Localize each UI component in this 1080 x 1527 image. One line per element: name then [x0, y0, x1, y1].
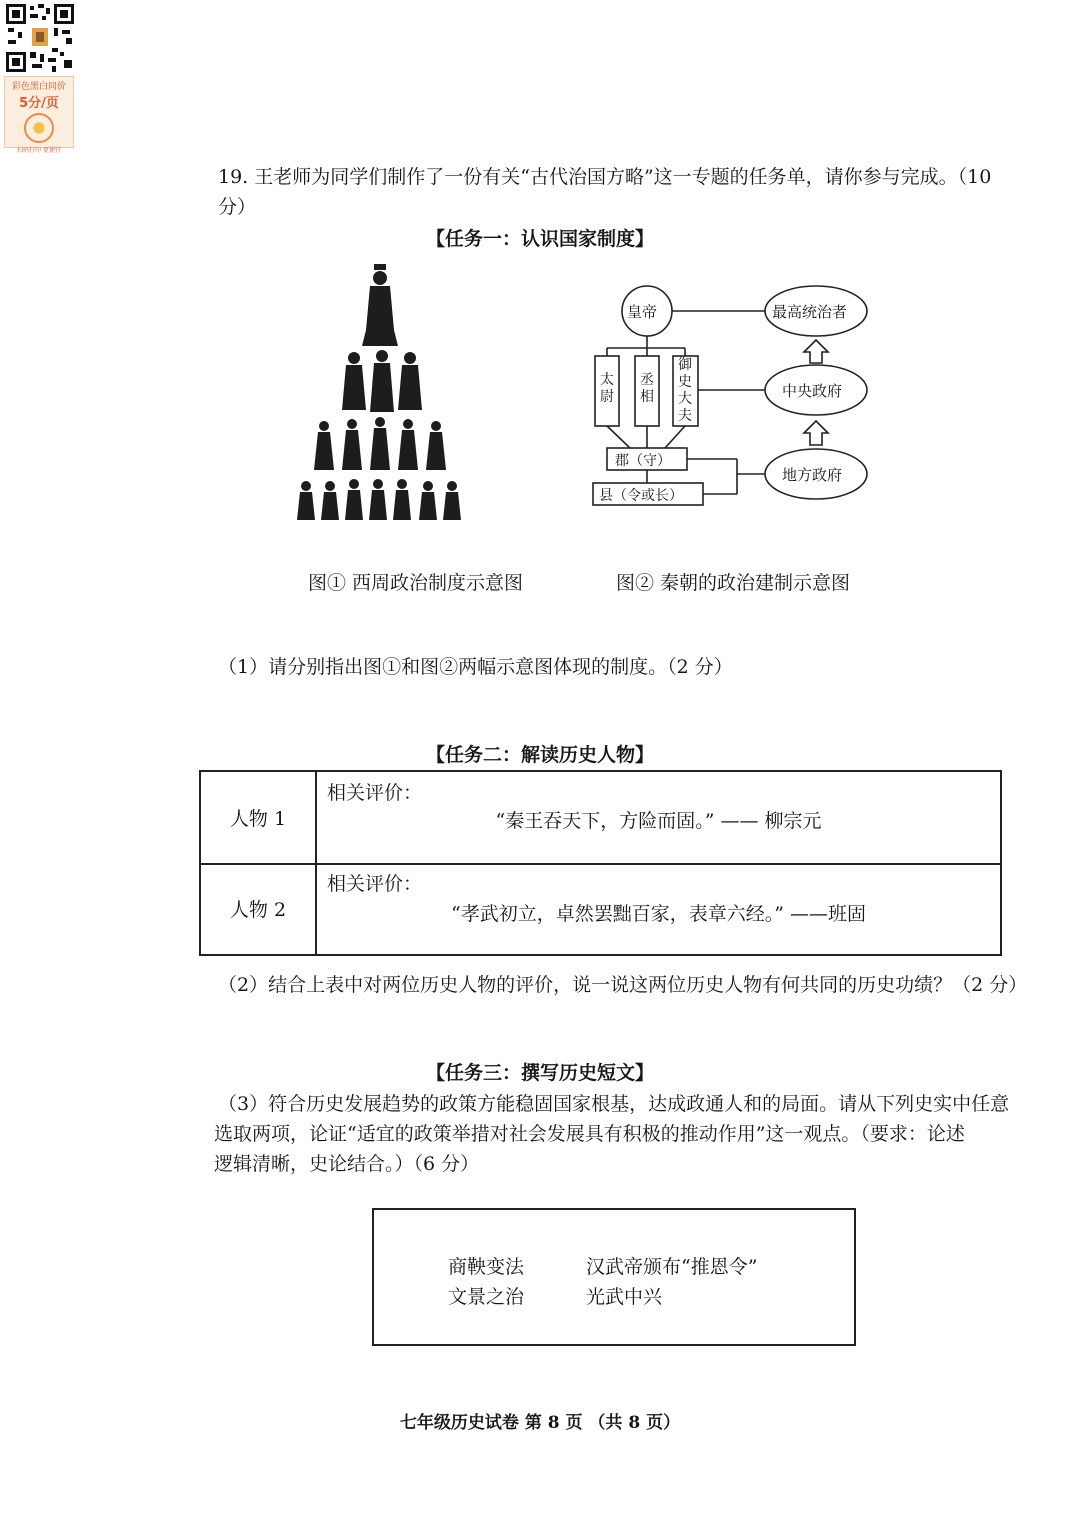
print-promo-badge — [4, 76, 74, 154]
task1-title: 【任务一：认识国家制度】 — [425, 228, 654, 250]
evaluation-label: 相关评价： — [327, 873, 423, 895]
table-row — [201, 863, 1000, 954]
yushi-dafu-node: 御史大夫 — [678, 357, 692, 424]
historical-facts-box — [372, 1208, 856, 1346]
figure1-caption: 图① 西周政治制度示意图 — [308, 572, 524, 594]
evaluation-cell — [317, 863, 1000, 954]
emperor-node: 皇帝 — [627, 303, 658, 321]
figure2-qin-diagram — [585, 280, 875, 510]
sub-question-3-line1: （3）符合历史发展趋势的政策方能稳固国家根基，达成政通人和的局面。请从下列史实中任意 — [218, 1093, 1010, 1115]
option-item: 商鞅变法 — [448, 1256, 525, 1278]
evaluation-table — [199, 770, 1002, 956]
chengxiang-node: 丞相 — [640, 372, 654, 405]
figure2-caption: 图② 秦朝的政治建制示意图 — [616, 572, 851, 594]
sub-question-2: （2）结合上表中对两位历史人物的评价，说一说这两位历史人物有何共同的历史功绩？（2 分） — [218, 974, 1028, 996]
option-item: 汉武帝颁布“推恩令” — [586, 1256, 758, 1278]
promo-bottom-text: 扫码打印 更便宜 — [17, 147, 61, 154]
promo-top-text: 彩色黑白同价 — [11, 82, 66, 92]
option-item: 光武中兴 — [586, 1286, 663, 1308]
sub-question-3-line2: 选取两项，论证“适宜的政策举措对社会发展具有积极的推动作用”这一观点。（要求：论述 — [214, 1123, 965, 1145]
taiwei-node: 太尉 — [600, 372, 614, 405]
evaluation-quote: “秦王吞天下，方险而固。” —— 柳宗元 — [495, 810, 822, 832]
promo-price: 5分/页 — [19, 96, 59, 111]
figure1-pyramid — [290, 260, 470, 530]
evaluation-quote: “孝武初立，卓然罢黜百家，表章六经。” ——班固 — [451, 903, 866, 925]
person-name: 人物 1 — [201, 772, 317, 863]
supreme-ruler-node: 最高统治者 — [772, 303, 848, 321]
evaluation-label: 相关评价： — [327, 782, 423, 804]
hierarchy-figures-icon — [290, 260, 470, 530]
sub-question-1: （1）请分别指出图①和图②两幅示意图体现的制度。（2 分） — [218, 656, 733, 678]
evaluation-cell — [317, 772, 1000, 863]
person-name: 人物 2 — [201, 863, 317, 954]
central-government-node: 中央政府 — [782, 382, 843, 400]
page-footer: 七年级历史试卷 第 8 页 （共 8 页） — [399, 1413, 681, 1433]
xian-node: 县（令或长） — [599, 488, 683, 504]
task2-title: 【任务二：解读历史人物】 — [425, 744, 654, 766]
option-item: 文景之治 — [448, 1286, 525, 1308]
table-row — [201, 772, 1000, 865]
question-stem-line1: 19. 王老师为同学们制作了一份有关“古代治国方略”这一专题的任务单，请你参与完成。（10 — [218, 166, 992, 188]
jun-node: 郡（守） — [615, 453, 671, 469]
question-stem-line2: 分） — [218, 196, 257, 218]
local-government-node: 地方政府 — [782, 466, 843, 484]
seal-icon — [24, 113, 54, 143]
task3-title: 【任务三：撰写历史短文】 — [425, 1062, 654, 1084]
sub-question-3-line3: 逻辑清晰，史论结合。）（6 分） — [214, 1153, 480, 1175]
